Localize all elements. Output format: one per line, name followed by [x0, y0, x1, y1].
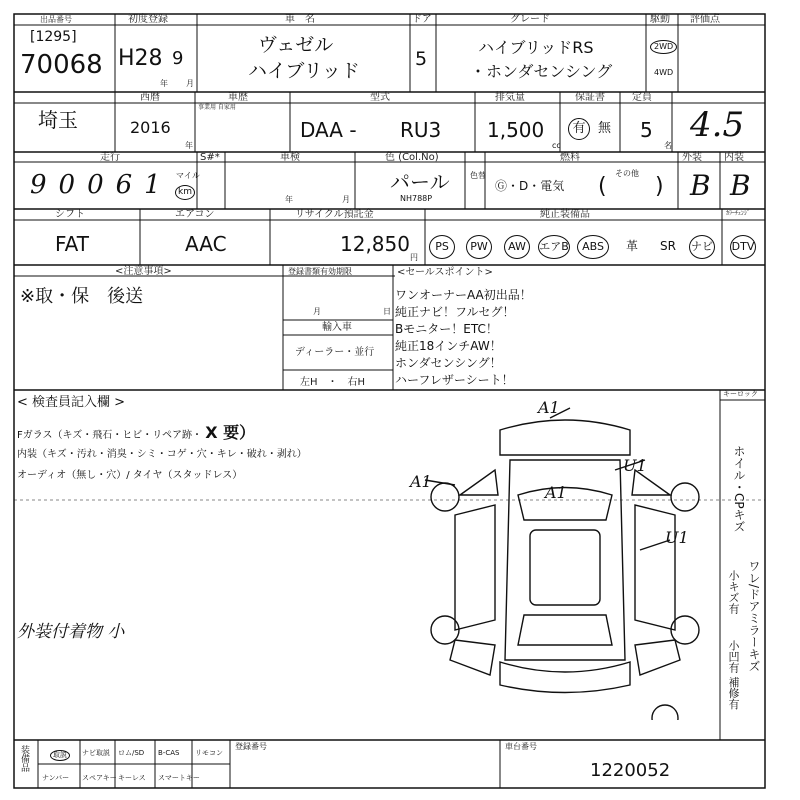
mile-unit: マイル	[176, 171, 200, 180]
color-name: パール	[390, 170, 450, 194]
equip-ps: PS	[428, 233, 456, 259]
model-header: 車 名	[285, 14, 315, 25]
footer-item: ナンバー	[42, 774, 70, 782]
chassis-prefix: DAA -	[300, 118, 357, 142]
interior-header: 内装	[724, 152, 744, 163]
footer-item: キーレス	[118, 774, 146, 782]
score-value: 4.5	[690, 105, 745, 145]
equip-abs: ABS	[577, 233, 609, 259]
accessories-label: 装備品	[19, 745, 29, 772]
warranty-header: 保証書	[575, 92, 605, 103]
damage-mark: U1	[623, 456, 647, 475]
capacity-unit: 名	[664, 141, 672, 150]
chassis-number: 1220052	[590, 760, 671, 781]
sales-point: 純正18インチAW！	[395, 339, 502, 353]
history-header: 車歴	[228, 92, 248, 103]
equip-airbag: エアB	[538, 233, 570, 259]
displacement-header: 排気量	[495, 92, 525, 103]
sales-point: ハーフレザーシート！	[395, 373, 514, 387]
drive-header: 駆動	[650, 14, 670, 25]
sales-points-header: <セールスポイント>	[397, 267, 493, 278]
equip-aw: AW	[503, 233, 531, 259]
reg-expiry-header: 登録書類有効期限	[288, 267, 352, 276]
handwritten-note: 外装付着物 小	[17, 622, 125, 642]
inspector-header: < 検査員記入欄 >	[17, 395, 126, 410]
recycle-header: リサイクル預託金	[295, 209, 374, 220]
color-header: 色 (Col.No)	[385, 152, 439, 163]
lot-header: 出品番号	[40, 15, 72, 24]
displacement: 1,500	[487, 118, 545, 142]
footer-item: ロム/SD	[118, 749, 145, 757]
damage-mark: A1	[538, 398, 560, 417]
footer-item: 取説	[50, 750, 70, 761]
inspection-audio: オーディオ（無し・穴）/ タイヤ（スタッドレス）	[17, 470, 243, 481]
damage-mark: U1	[665, 528, 689, 547]
s-number-header: S#*	[200, 152, 220, 163]
rotation-header: ｶﾗｰﾁｪﾝｼﾞ	[726, 210, 751, 217]
reg-number-label: 登録番号	[235, 742, 267, 751]
month-unit: 月	[186, 79, 194, 88]
equip-pw: PW	[465, 233, 493, 259]
drive-4wd-option: 4WD	[654, 68, 674, 77]
equip-leather: 革	[625, 239, 638, 253]
history-note: 事業用 自家用	[198, 104, 236, 111]
mirror-note: ワレ/ドアミラーキズ	[747, 560, 761, 673]
aircon-header: エアコン	[175, 209, 215, 220]
car-damage-diagram	[400, 400, 730, 720]
sales-point: ワンオーナーAA初出品！	[395, 288, 532, 302]
grade-header: グレード	[510, 14, 550, 25]
auction-code: [1295]	[30, 29, 77, 45]
inspection-glass: Fガラス（キズ・飛石・ヒビ・リペア跡・ X 要）	[17, 423, 256, 442]
warranty-no: 無	[598, 121, 612, 136]
footer-item: B-CAS	[158, 749, 180, 757]
lot-number: 70068	[20, 50, 103, 80]
capacity-header: 定員	[632, 92, 652, 103]
grade-line2: ・ホンダセンシング	[470, 62, 613, 81]
warranty-yes: 有	[568, 118, 590, 140]
fuel-bracket-open: (	[598, 174, 607, 199]
year-unit: 年	[160, 79, 168, 88]
shaken-month-unit: 月	[342, 195, 350, 204]
repair-note: 小凹有 補修有	[727, 640, 740, 710]
key-header: キーロック	[723, 390, 758, 398]
fuel-types: Ⓖ・D・電気	[495, 179, 565, 193]
region: 埼玉	[38, 108, 78, 132]
shift-header: シフト	[55, 209, 85, 220]
import-date-header: 輸入車	[322, 322, 352, 333]
minor-scratch-note: 小キズ有	[727, 570, 740, 614]
expiry-day-unit: 日	[383, 307, 391, 316]
equip-navi: ナビ	[688, 233, 716, 259]
yen-unit: 円	[410, 253, 418, 262]
color-code: NH788P	[400, 194, 433, 203]
footer-item: リモコン	[195, 749, 223, 757]
first-reg-era: H28	[118, 46, 163, 71]
sales-point: 純正ナビ！フルセグ！	[395, 305, 515, 319]
caution-note: ※取・保 後送	[20, 286, 144, 307]
chassis-header: 型式	[370, 92, 390, 103]
footer-item: スペアキー	[82, 774, 117, 782]
transmission: FAT	[55, 232, 90, 256]
sales-point: Bモニター！ETC！	[395, 322, 498, 336]
caution-header: <注意事項>	[115, 266, 172, 277]
exterior-grade: B	[690, 169, 711, 202]
chassis-number-label: 車台番号	[505, 742, 537, 751]
score-header: 評価点	[690, 14, 720, 25]
inspection-header: 車検	[280, 152, 300, 163]
inspection-interior: 内装（キズ・汚れ・消臭・シミ・コゲ・穴・キレ・破れ・剥れ）	[17, 449, 307, 460]
color-change-label: 色替	[470, 171, 486, 180]
expiry-month-unit: 月	[313, 307, 321, 316]
damage-mark: A1	[545, 483, 567, 502]
mileage-header: 走行	[100, 152, 120, 163]
fuel-header: 燃料	[560, 152, 580, 163]
steering-side: 左H ・ 右H	[300, 377, 366, 388]
sales-point: ホンダセンシング！	[395, 356, 502, 370]
footer-item: ナビ取説	[82, 749, 110, 757]
footer-item: スマートキー	[158, 774, 200, 782]
exterior-header: 外装	[682, 152, 702, 163]
drive-2wd-option: 2WD	[650, 40, 677, 54]
door-count: 5	[415, 48, 428, 70]
wheel-note: ホイル・CPキズ	[732, 445, 746, 533]
fuel-other: その他	[615, 169, 639, 178]
aircon-type: AAC	[185, 232, 227, 256]
first-reg-header: 初度登録	[128, 14, 168, 25]
equip-sr: SR	[660, 239, 676, 253]
import-type: ディーラー・並行	[295, 347, 375, 358]
seat-capacity: 5	[640, 118, 653, 142]
cc-unit: cc	[552, 141, 561, 150]
chassis-code: RU3	[400, 118, 442, 142]
year-header: 西暦	[140, 92, 160, 103]
doors-header: ドア	[412, 14, 432, 25]
damage-mark: A1	[410, 472, 432, 491]
recycle-fee: 12,850	[340, 232, 410, 256]
year-unit-2: 年	[185, 141, 193, 150]
equipment-header: 純正装備品	[540, 209, 590, 220]
shaken-year-unit: 年	[285, 195, 293, 204]
model-name: ヴェゼル	[258, 34, 334, 56]
fuel-bracket-close: )	[655, 174, 664, 199]
mileage-value: 90061	[30, 170, 173, 200]
first-reg-month: 9	[172, 48, 184, 69]
km-unit: km	[175, 185, 195, 200]
grade-line1: ハイブリッドRS	[478, 38, 594, 57]
model-variant: ハイブリッド	[248, 60, 360, 82]
interior-grade: B	[730, 169, 751, 202]
model-year: 2016	[130, 118, 171, 137]
equip-dtv: DTV	[728, 233, 758, 259]
